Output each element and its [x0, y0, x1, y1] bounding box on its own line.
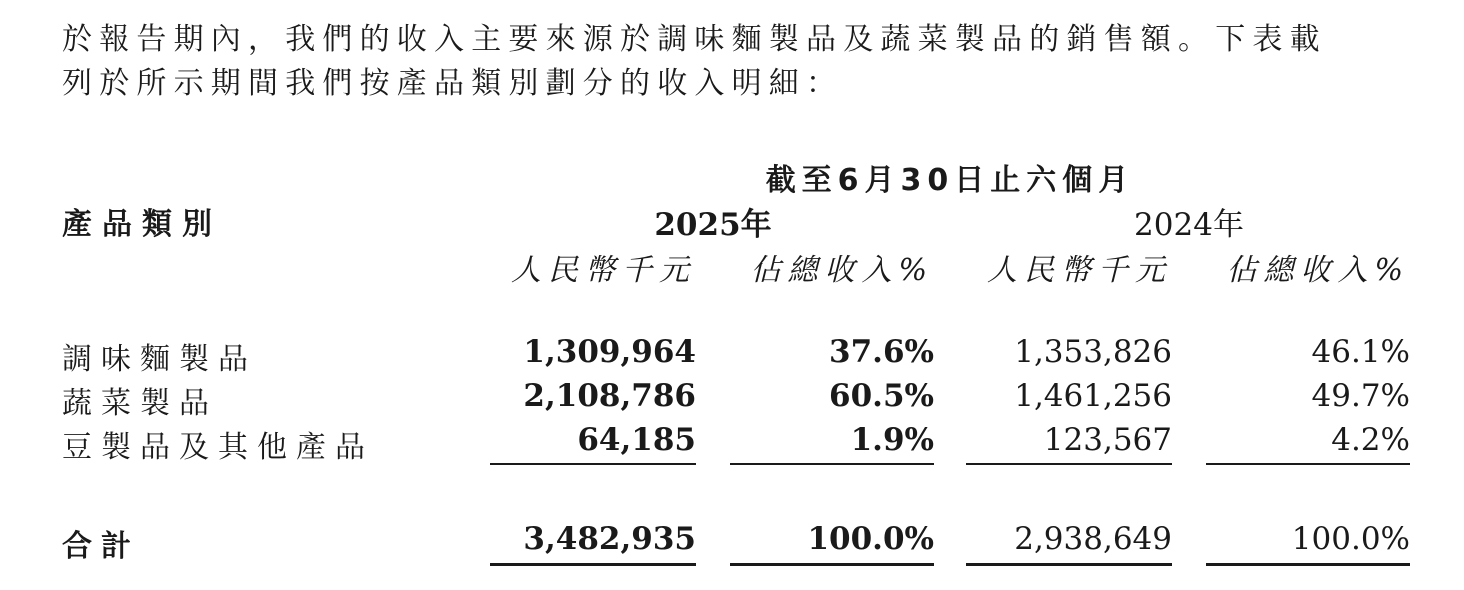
total-rule	[966, 563, 1172, 566]
year-header-2025: 2025年	[654, 207, 772, 243]
total-percent-2025: 100.0%	[807, 521, 934, 557]
percent-2025-cell: 1.9%	[850, 422, 934, 458]
revenue-2024-cell: 1,461,256	[1014, 378, 1172, 414]
revenue-2025-cell: 2,108,786	[523, 378, 696, 414]
subtotal-rule	[966, 463, 1172, 465]
intro-paragraph-line-2: 列於所示期間我們按產品類別劃分的收入明細：	[62, 66, 844, 101]
revenue-2024-cell: 1,353,826	[1014, 334, 1172, 370]
percent-2025-cell: 60.5%	[829, 378, 934, 414]
total-percent-2024: 100.0%	[1291, 521, 1410, 557]
revenue-2025-cell: 1,309,964	[523, 334, 696, 370]
row-label: 調味麵製品	[62, 342, 257, 377]
subtotal-rule	[1206, 463, 1410, 465]
year-header-2024: 2024年	[1134, 207, 1244, 243]
unit-header-percent-2025: 佔總收入%	[750, 253, 934, 288]
total-rule	[490, 563, 696, 566]
percent-2025-cell: 37.6%	[829, 334, 934, 370]
unit-header-amount-2025: 人民幣千元	[511, 253, 696, 288]
subtotal-rule	[730, 463, 934, 465]
total-revenue-2025: 3,482,935	[523, 521, 696, 557]
revenue-2025-cell: 64,185	[577, 422, 696, 458]
category-column-header: 產品類別	[62, 207, 222, 242]
total-rule	[730, 563, 934, 566]
total-rule	[1206, 563, 1410, 566]
unit-header-amount-2024: 人民幣千元	[987, 253, 1172, 288]
percent-2024-cell: 4.2%	[1331, 422, 1410, 458]
percent-2024-cell: 49.7%	[1311, 378, 1410, 414]
row-label: 蔬菜製品	[62, 386, 218, 421]
percent-2024-cell: 46.1%	[1311, 334, 1410, 370]
intro-paragraph-line-1: 於報告期內，我們的收入主要來源於調味麵製品及蔬菜製品的銷售額。下表載	[62, 22, 1327, 57]
total-revenue-2024: 2,938,649	[1014, 521, 1172, 557]
row-label: 豆製品及其他產品	[62, 430, 374, 465]
total-row-label: 合計	[62, 529, 140, 564]
subtotal-rule	[490, 463, 696, 465]
revenue-2024-cell: 123,567	[1043, 422, 1172, 458]
period-header: 截至6月30日止六個月	[765, 163, 1135, 198]
unit-header-percent-2024: 佔總收入%	[1226, 253, 1410, 288]
